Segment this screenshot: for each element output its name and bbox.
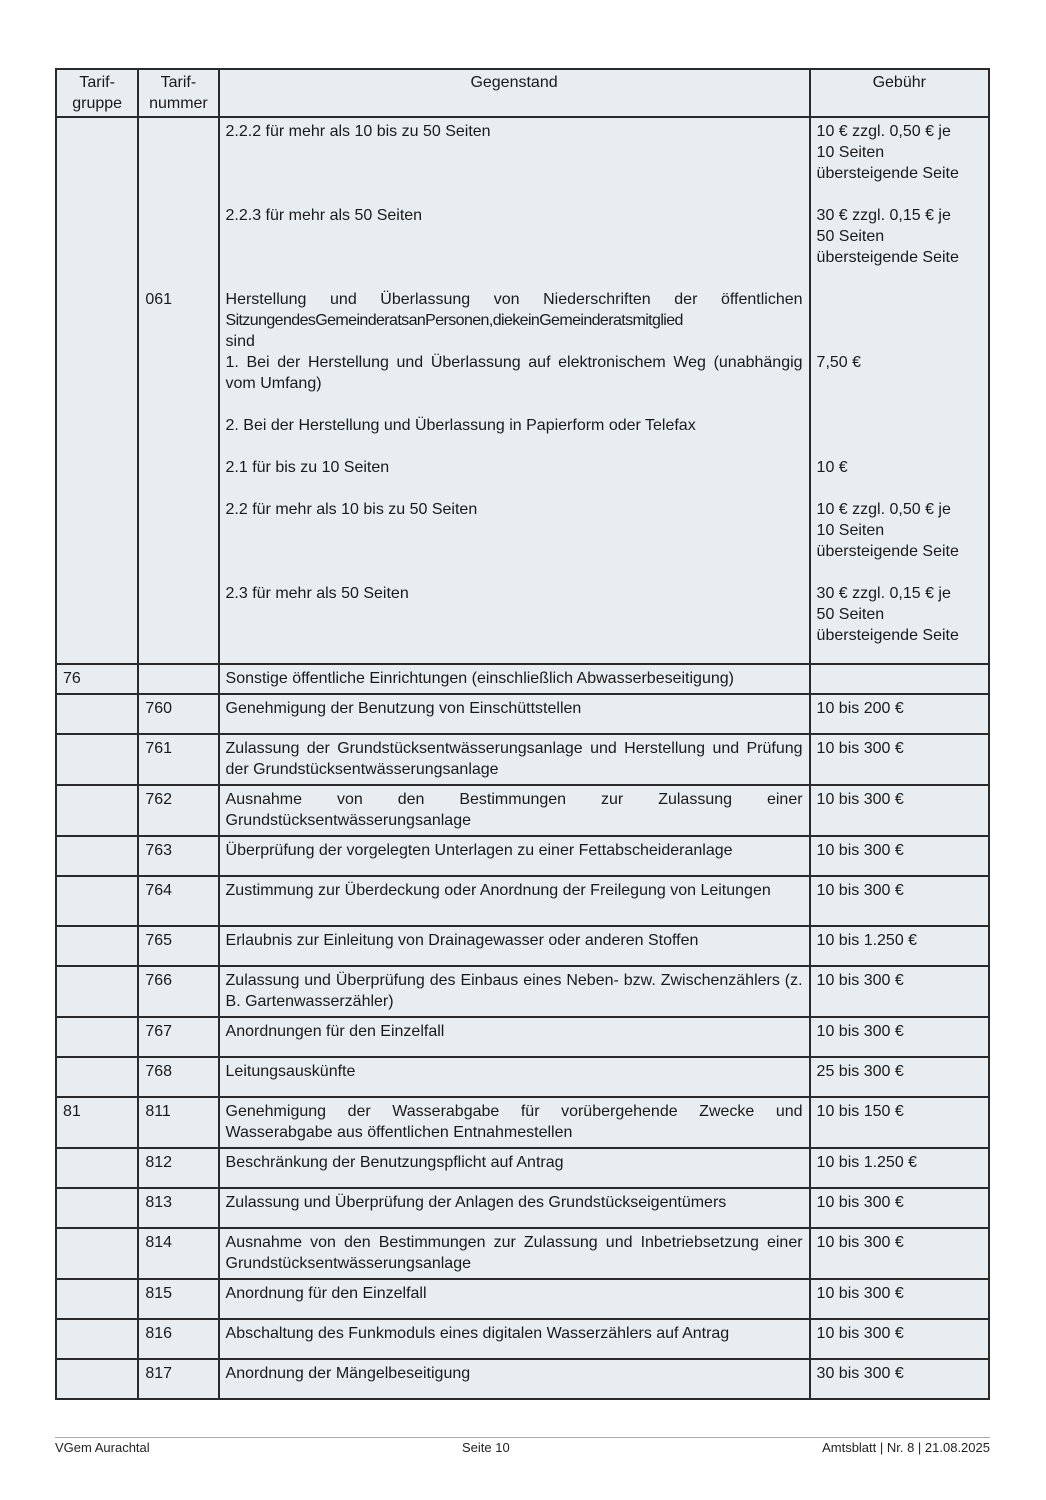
header-tarifgruppe: Tarif- gruppe	[56, 69, 138, 117]
cell-gebuehr: 10 bis 300 €	[810, 836, 989, 876]
cell-nummer: 765	[138, 926, 218, 966]
row-061-item-2: 2. Bei der Herstellung und Überlassung in Papierform oder Telefax	[225, 417, 696, 434]
table-row	[56, 734, 989, 785]
cell-gebuehr: 10 bis 1.250 €	[810, 1148, 989, 1188]
cell-gebuehr: 10 bis 200 €	[810, 694, 989, 734]
cell-gruppe	[56, 1188, 138, 1228]
table-row	[56, 1017, 989, 1057]
cell-nummer: 763	[138, 836, 218, 876]
row-061-item-2-1: 2.1 für bis zu 10 Seiten	[225, 459, 390, 476]
footer-publisher: VGem Aurachtal	[55, 1440, 150, 1455]
fee-061-2-3: 30 € zzgl. 0,15 € je 50 Seiten übersteigende Seite	[816, 585, 959, 644]
cell-gegenstand: Überprüfung der vorgelegten Unterlagen zu einer Fettabscheideranlage	[219, 836, 810, 876]
cell-gruppe	[56, 1017, 138, 1057]
cell-nummer: 817	[138, 1359, 218, 1399]
fee-table	[55, 68, 990, 1400]
table-row	[56, 1188, 989, 1228]
cell-gebuehr: 10 bis 300 €	[810, 966, 989, 1017]
cell-nummer: 813	[138, 1188, 218, 1228]
cell-gegenstand: Abschaltung des Funkmoduls eines digitalen Wasserzählers auf Antrag	[219, 1319, 810, 1359]
cell-gegenstand: Zulassung der Grundstücksentwässerungsanlage und Herstellung und Prüfung der Grundstücksentwässerungsanlage	[219, 734, 810, 785]
table-row	[56, 785, 989, 836]
cell-gruppe	[56, 785, 138, 836]
cell-nummer: 815	[138, 1279, 218, 1319]
cell-gebuehr: 10 bis 300 €	[810, 734, 989, 785]
cell-gegenstand: Zulassung und Überprüfung der Anlagen des Grundstückseigentümers	[219, 1188, 810, 1228]
table-row	[56, 1057, 989, 1097]
fee-2-2-3: 30 € zzgl. 0,15 € je 50 Seiten übersteigende Seite	[816, 207, 959, 266]
row-061-intro: Herstellung und Überlassung von Niederschriften der öffentlichen SitzungendesGemeinderatsanPersonen,diekeinGemeinderatsmitglied sind	[225, 291, 803, 350]
cell-nummer: 762	[138, 785, 218, 836]
table-row	[56, 1319, 989, 1359]
cell-gegenstand: Erlaubnis zur Einleitung von Drainagewasser oder anderen Stoffen	[219, 926, 810, 966]
cell-gegenstand	[219, 117, 810, 664]
cell-nummer: 766	[138, 966, 218, 1017]
table-row	[56, 876, 989, 926]
item-2-2-3: 2.2.3 für mehr als 50 Seiten	[225, 207, 423, 224]
cell-nummer: 061	[138, 117, 218, 664]
item-2-2-2: 2.2.2 für mehr als 10 bis zu 50 Seiten	[225, 123, 491, 140]
cell-gebuehr: 10 bis 300 €	[810, 785, 989, 836]
row-061-item-2-2: 2.2 für mehr als 10 bis zu 50 Seiten	[225, 501, 478, 518]
cell-gruppe	[56, 1359, 138, 1399]
header-gegenstand: Gegenstand	[219, 69, 810, 117]
cell-nummer: 761	[138, 734, 218, 785]
cell-nummer: 812	[138, 1148, 218, 1188]
cell-nummer	[138, 664, 218, 694]
cell-gruppe	[56, 694, 138, 734]
cell-gegenstand: Ausnahme von den Bestimmungen zur Zulassung einer Grundstücksentwässerungsanlage	[219, 785, 810, 836]
cell-gebuehr: 10 bis 300 €	[810, 1279, 989, 1319]
fee-2-2-2: 10 € zzgl. 0,50 € je 10 Seiten übersteigende Seite	[816, 123, 959, 182]
footer-divider	[55, 1437, 990, 1438]
table-row	[56, 1228, 989, 1279]
cell-gruppe	[56, 1319, 138, 1359]
header-tarifnummer: Tarif- nummer	[138, 69, 218, 117]
table-row	[56, 694, 989, 734]
cell-nummer: 764	[138, 876, 218, 926]
cell-gegenstand: Genehmigung der Wasserabgabe für vorübergehende Zwecke und Wasserabgabe aus öffentlichen Entnahmestellen	[219, 1097, 810, 1148]
cell-gruppe	[56, 836, 138, 876]
cell-gruppe	[56, 926, 138, 966]
cell-gebuehr: 10 bis 300 €	[810, 1228, 989, 1279]
table-row	[56, 836, 989, 876]
table-row	[56, 966, 989, 1017]
cell-gruppe	[56, 1228, 138, 1279]
table-header-row	[56, 69, 989, 117]
table-row-continuation	[56, 117, 989, 664]
cell-gebuehr: 10 bis 1.250 €	[810, 926, 989, 966]
cell-gebuehr: 10 bis 300 €	[810, 1188, 989, 1228]
cell-gebuehr	[810, 117, 989, 664]
header-gebuehr: Gebühr	[810, 69, 989, 117]
cell-nummer: 816	[138, 1319, 218, 1359]
cell-gegenstand: Genehmigung der Benutzung von Einschüttstellen	[219, 694, 810, 734]
page-footer	[55, 1440, 990, 1455]
cell-nummer: 767	[138, 1017, 218, 1057]
cell-gruppe	[56, 117, 138, 664]
cell-gruppe	[56, 1148, 138, 1188]
fee-061-2-2: 10 € zzgl. 0,50 € je 10 Seiten übersteigende Seite	[816, 501, 959, 560]
cell-nummer: 760	[138, 694, 218, 734]
cell-gebuehr: 10 bis 150 €	[810, 1097, 989, 1148]
fee-061-item-1: 7,50 €	[816, 354, 862, 371]
cell-gegenstand: Leitungsauskünfte	[219, 1057, 810, 1097]
row-061-item-2-3: 2.3 für mehr als 50 Seiten	[225, 585, 409, 602]
cell-gegenstand: Ausnahme von den Bestimmungen zur Zulassung und Inbetriebsetzung einer Grundstücksentwässerungsanlage	[219, 1228, 810, 1279]
footer-page-number: Seite 10	[462, 1440, 510, 1455]
cell-gruppe	[56, 876, 138, 926]
footer-issue-info: Amtsblatt | Nr. 8 | 21.08.2025	[822, 1440, 990, 1455]
cell-gebuehr: 10 bis 300 €	[810, 876, 989, 926]
cell-gebuehr: 25 bis 300 €	[810, 1057, 989, 1097]
cell-gegenstand: Anordnung der Mängelbeseitigung	[219, 1359, 810, 1399]
cell-gebuehr	[810, 664, 989, 694]
cell-gruppe	[56, 734, 138, 785]
cell-gruppe: 76	[56, 664, 138, 694]
fee-061-2-1: 10 €	[816, 459, 848, 476]
cell-nummer: 768	[138, 1057, 218, 1097]
cell-gegenstand: Zustimmung zur Überdeckung oder Anordnung der Freilegung von Leitungen	[219, 876, 810, 926]
cell-gebuehr: 30 bis 300 €	[810, 1359, 989, 1399]
table-row	[56, 1359, 989, 1399]
cell-gruppe	[56, 966, 138, 1017]
cell-gegenstand: Zulassung und Überprüfung des Einbaus eines Neben- bzw. Zwischenzählers (z. B. Gartenwasserzähler)	[219, 966, 810, 1017]
cell-gruppe: 81	[56, 1097, 138, 1148]
cell-gegenstand: Anordnung für den Einzelfall	[219, 1279, 810, 1319]
cell-gegenstand: Anordnungen für den Einzelfall	[219, 1017, 810, 1057]
table-row	[56, 926, 989, 966]
table-row	[56, 1097, 989, 1148]
cell-gruppe	[56, 1057, 138, 1097]
table-row	[56, 1148, 989, 1188]
cell-gebuehr: 10 bis 300 €	[810, 1017, 989, 1057]
cell-gegenstand: Sonstige öffentliche Einrichtungen (einschließlich Abwasserbeseitigung)	[219, 664, 810, 694]
cell-gegenstand: Beschränkung der Benutzungspflicht auf Antrag	[219, 1148, 810, 1188]
cell-gebuehr: 10 bis 300 €	[810, 1319, 989, 1359]
row-061-item-1: 1. Bei der Herstellung und Überlassung auf elektronischem Weg (unabhängig vom Umfang)	[225, 354, 803, 392]
cell-nummer: 814	[138, 1228, 218, 1279]
table-row	[56, 664, 989, 694]
cell-gruppe	[56, 1279, 138, 1319]
cell-nummer: 811	[138, 1097, 218, 1148]
table-row	[56, 1279, 989, 1319]
